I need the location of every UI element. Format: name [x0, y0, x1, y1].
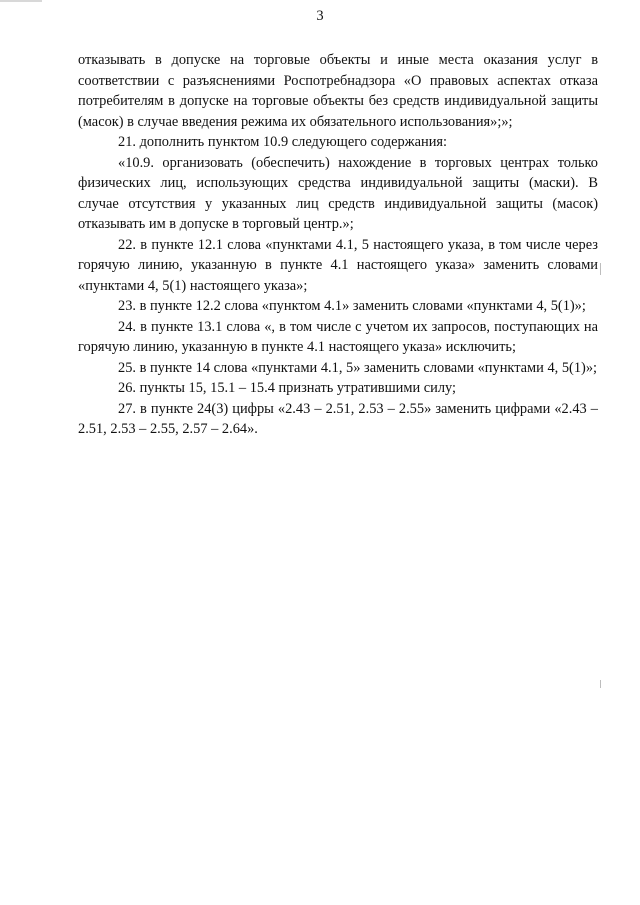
- paragraph-item-21: 21. дополнить пунктом 10.9 следующего содержания:: [118, 134, 448, 150]
- paragraph-quoted-10-9: «10.9. организовать (обеспечить) нахождение в торговых центрах только физических лиц, использующих средства индивидуальной защиты (маски). В случае отсутствия у указанных лиц средств индивидуальной защиты (масок) отказывать им в допуске в торговый центр.»;: [78, 154, 598, 232]
- paragraph-item-23: 23. в пункте 12.2 слова «пунктом 4.1» заменить словами «пунктами 4, 5(1)»;: [118, 298, 586, 314]
- paragraph-item-25: 25. в пункте 14 слова «пунктами 4.1, 5» заменить словами «пунктами 4, 5(1)»;: [118, 359, 598, 376]
- paragraph-item-27: 27. в пункте 24(3) цифры «2.43 – 2.51, 2.53 – 2.55» заменить цифрами «2.43 – 2.51, 2.53 – 2.55, 2.57 – 2.64».: [78, 400, 598, 437]
- scan-edge-mark: [0, 0, 42, 2]
- paragraph-item-26: 26. пункты 15, 15.1 – 15.4 признать утратившими силу;: [118, 380, 457, 396]
- page-number: 3: [316, 8, 324, 24]
- document-body: [78, 50, 598, 440]
- scan-margin-mark: [600, 263, 601, 275]
- paragraph-item-24: 24. в пункте 13.1 слова «, в том числе с учетом их запросов, поступающих на горячую линию, указанную в пункте 4.1 настоящего указа» исключить;: [78, 318, 598, 355]
- scan-margin-mark: [600, 680, 601, 688]
- paragraph-item-22: 22. в пункте 12.1 слова «пунктами 4.1, 5 настоящего указа, в том числе через горячую линию, указанную в пункте 4.1 настоящего указа» заменить словами «пунктами 4, 5(1) настоящего указа»;: [78, 236, 598, 294]
- paragraph-continuation: отказывать в допуске на торговые объекты и иные места оказания услуг в соответствии с разъяснениями Роспотребнадзора «О правовых аспектах отказа потребителям в допуске на торговые объекты без средств индивидуальной защиты (масок) в случае введения режима их обязательного использования»;»;: [78, 52, 598, 130]
